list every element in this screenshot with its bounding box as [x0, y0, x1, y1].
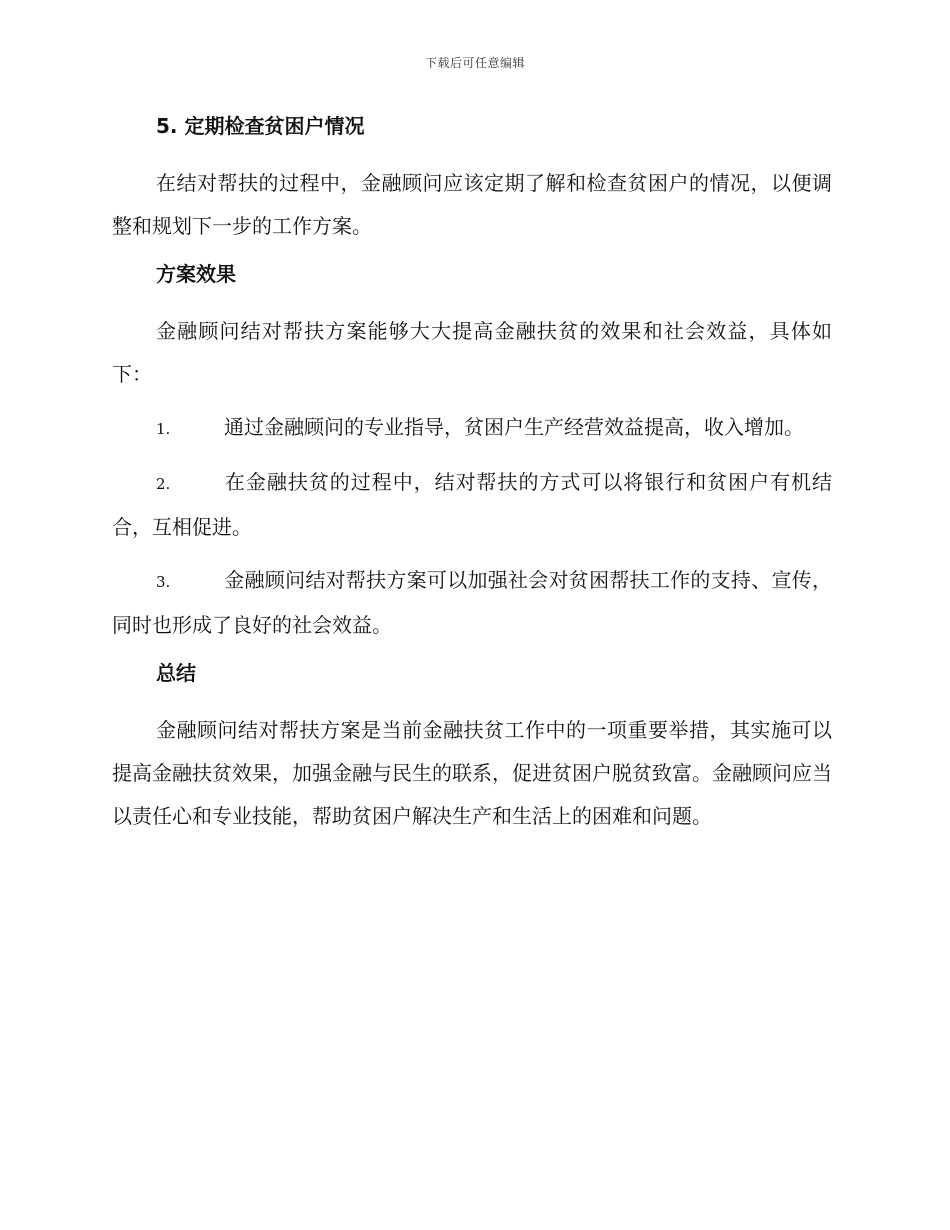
list-item-number: 3.: [156, 573, 171, 591]
section-heading-effect: 方案效果: [156, 262, 236, 286]
list-item-number: 1.: [156, 420, 171, 438]
section-heading-summary: 总结: [156, 661, 196, 685]
effect-intro-paragraph: 金融顾问结对帮扶方案能够大大提高金融扶贫的效果和社会效益，具体如下：: [112, 319, 832, 386]
list-item: [112, 461, 832, 549]
list-item-text: 金融顾问结对帮扶方案可以加强社会对贫困帮扶工作的支持、宣传，同时也形成了良好的社会效益。: [112, 568, 832, 637]
summary-paragraph: 金融顾问结对帮扶方案是当前金融扶贫工作中的一项重要举措，其实施可以提高金融扶贫效果，加强金融与民生的联系，促进贫困户脱贫致富。金融顾问应当以责任心和专业技能，帮助贫困户解决生产和生活上的困难和问题。: [112, 718, 832, 828]
document-body: [112, 110, 832, 848]
section-heading-5: 5. 定期检查贫困户情况: [156, 114, 365, 138]
section-5-paragraph: 在结对帮扶的过程中，金融顾问应该定期了解和检查贫困户的情况，以便调整和规划下一步的工作方案。: [112, 171, 832, 238]
list-item-text: 在金融扶贫的过程中，结对帮扶的方式可以将银行和贫困户有机结合，互相促进。: [112, 470, 832, 539]
list-item-text: 通过金融顾问的专业指导，贫困户生产经营效益提高，收入增加。: [224, 415, 804, 439]
list-item: [112, 406, 832, 451]
list-item: [112, 559, 832, 647]
page-header-note: 下载后可任意编辑: [424, 56, 525, 70]
list-item-number: 2.: [156, 475, 171, 493]
